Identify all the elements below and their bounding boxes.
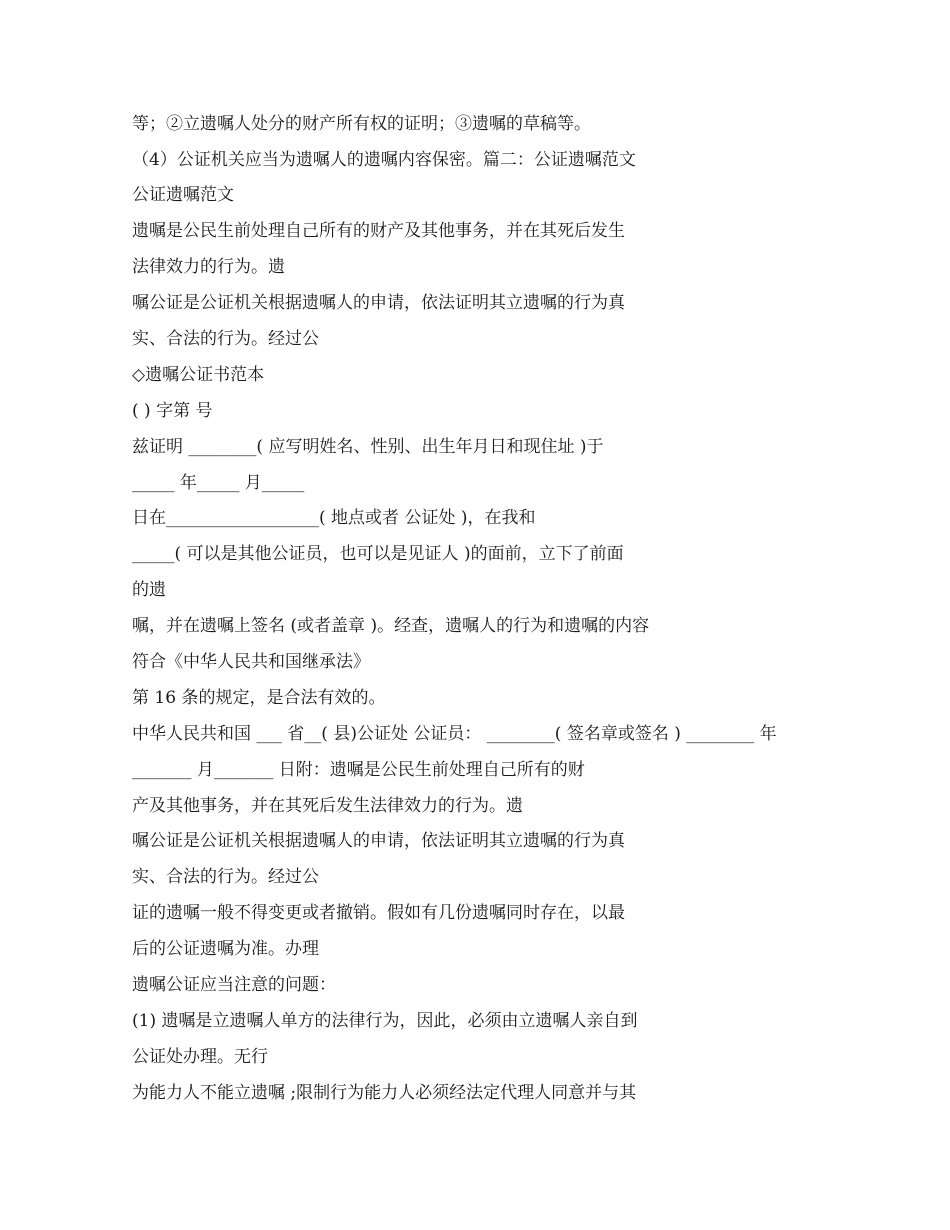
- text-line: _____( 可以是其他公证员，也可以是见证人 )的面前，立下了前面: [132, 544, 624, 564]
- text-line: 遗嘱是公民生前处理自己所有的财产及其他事务，并在其死后发生: [132, 221, 625, 241]
- text-line: 证的遗嘱一般不得变更或者撤销。假如有几份遗嘱同时存在，以最: [132, 903, 625, 923]
- text-line: 的遗: [132, 580, 166, 600]
- text-line: 嘱公证是公证机关根据遗嘱人的申请，依法证明其立遗嘱的行为真: [132, 293, 625, 313]
- text-line: 嘱，并在遗嘱上签名 (或者盖章 )。经查，遗嘱人的行为和遗嘱的内容: [132, 616, 650, 636]
- text-line: 符合《中华人民共和国继承法》: [132, 652, 370, 672]
- text-line: 兹证明 ________( 应写明姓名、性别、出生年月日和现住址 )于: [132, 437, 604, 457]
- text-line: 公证遗嘱范文: [132, 185, 234, 205]
- text-line: (1) 遗嘱是立遗嘱人单方的法律行为，因此，必须由立遗嘱人亲自到: [132, 1011, 638, 1031]
- text-line: 日在__________________( 地点或者 公证处 )，在我和: [132, 508, 536, 528]
- text-line: （4）公证机关应当为遗嘱人的遗嘱内容保密。篇二：公证遗嘱范文: [132, 150, 636, 170]
- text-line: _____ 年_____ 月_____: [132, 473, 305, 493]
- text-line: 公证处办理。无行: [132, 1047, 268, 1067]
- text-line: 后的公证遗嘱为准。办理: [132, 939, 319, 959]
- text-line: 法律效力的行为。遗: [132, 257, 285, 277]
- text-line: 为能力人不能立遗嘱 ;限制行为能力人必须经法定代理人同意并与其: [132, 1083, 637, 1103]
- text-line: 第 16 条的规定，是合法有效的。: [132, 688, 386, 708]
- text-line: 产及其他事务，并在其死后发生法律效力的行为。遗: [132, 796, 523, 816]
- text-line: 实、合法的行为。经过公: [132, 329, 319, 349]
- text-line: 遗嘱公证应当注意的问题：: [132, 975, 336, 995]
- text-line: 嘱公证是公证机关根据遗嘱人的申请，依法证明其立遗嘱的行为真: [132, 831, 625, 851]
- text-line: _______ 月_______ 日附：遗嘱是公民生前处理自己所有的财: [132, 760, 585, 780]
- text-line: 实、合法的行为。经过公: [132, 867, 319, 887]
- text-line: ( ) 字第 号: [132, 401, 213, 421]
- text-line: 中华人民共和国 ___ 省__( 县)公证处 公证员： ________( 签名章或签名 ) ________ 年: [132, 724, 777, 744]
- text-line: 等；②立遗嘱人处分的财产所有权的证明；③遗嘱的草稿等。: [132, 114, 591, 134]
- text-line: ◇遗嘱公证书范本: [132, 365, 265, 385]
